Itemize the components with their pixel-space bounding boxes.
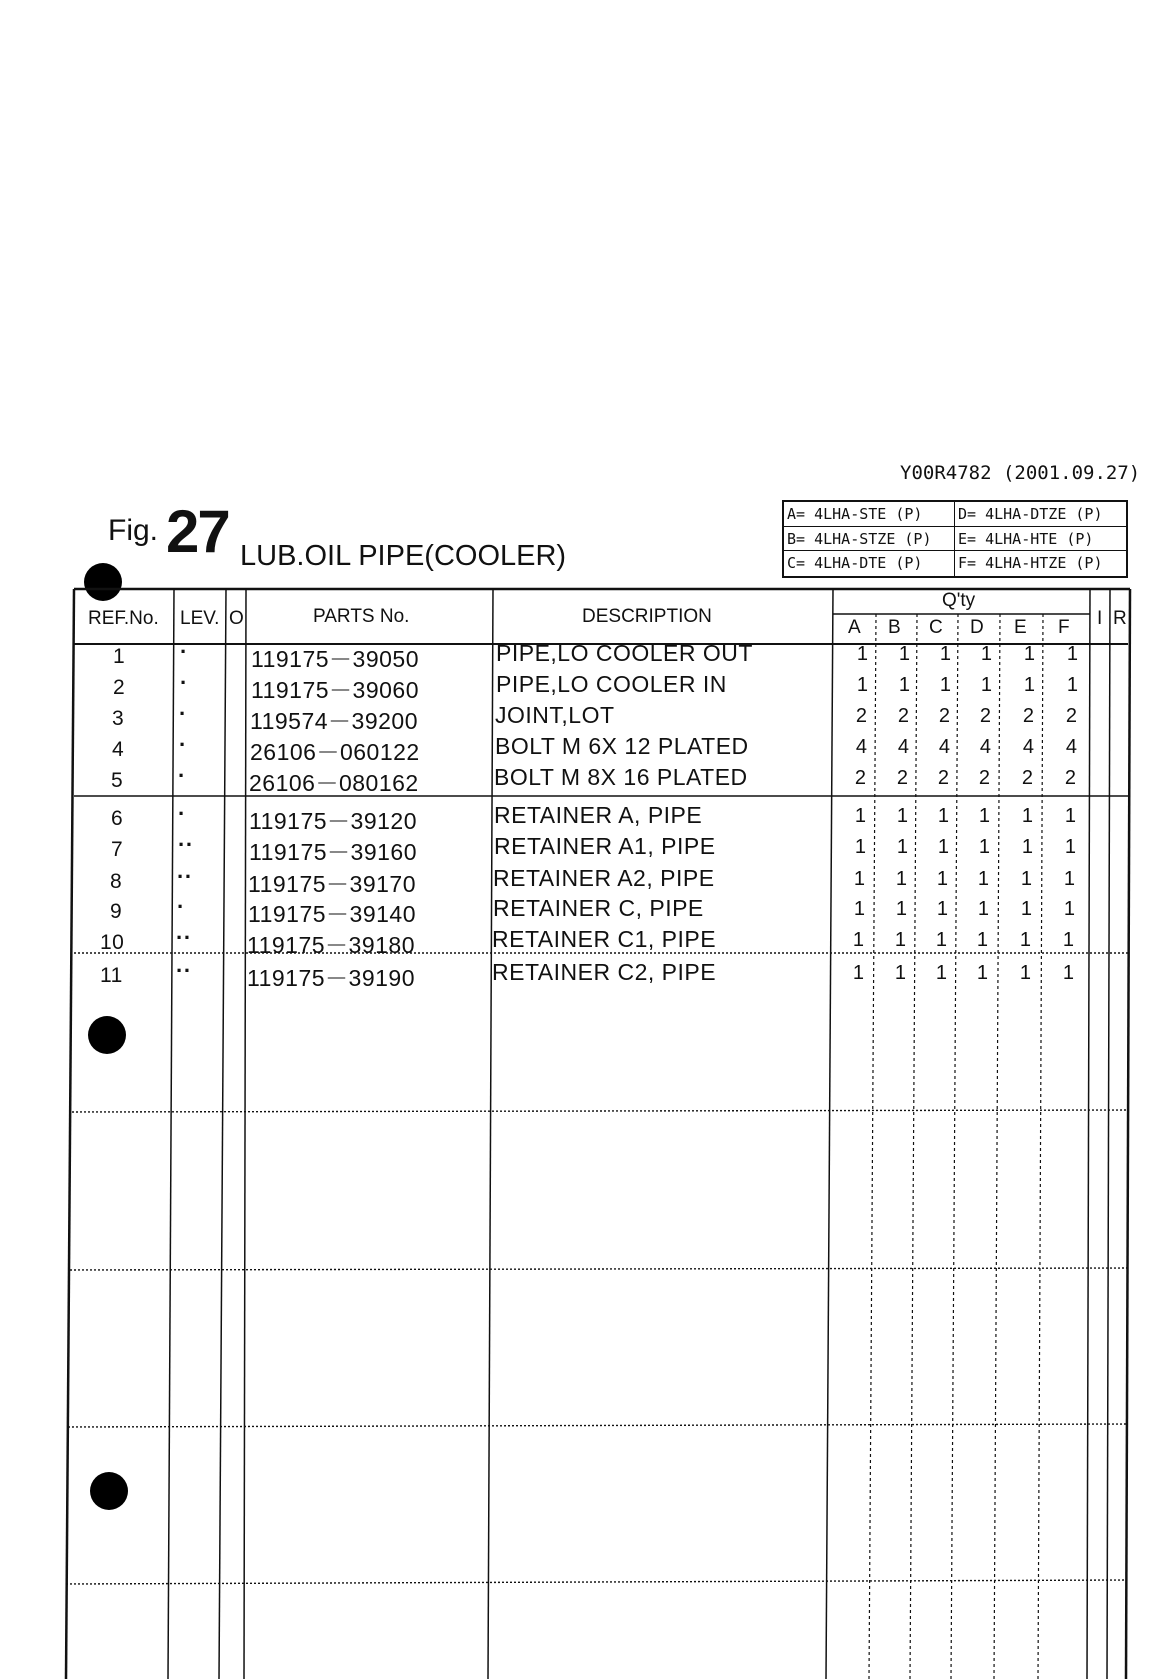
qty-c: 1 xyxy=(936,868,948,890)
qty-e: 1 xyxy=(1023,643,1035,665)
qty-b: 1 xyxy=(898,674,910,696)
qty-a: 4 xyxy=(855,736,867,758)
qty-d: 4 xyxy=(979,736,991,758)
qty-c: 1 xyxy=(937,836,949,858)
part-description: BOLT M 8X 16 PLATED xyxy=(494,764,748,790)
part-description: RETAINER A1, PIPE xyxy=(494,833,716,859)
ref-no: 9 xyxy=(110,900,123,923)
ref-no: 7 xyxy=(111,838,124,861)
qty-d: 1 xyxy=(980,643,992,665)
header-r: R xyxy=(1113,608,1127,629)
qty-c: 1 xyxy=(935,929,947,951)
qty-e: 2 xyxy=(1021,767,1033,789)
level-dots: ·· xyxy=(176,958,192,983)
qty-e: 1 xyxy=(1019,962,1031,984)
qty-d: 1 xyxy=(978,836,990,858)
qty-c: 2 xyxy=(937,767,949,789)
part-number: 119175－39170 xyxy=(248,871,416,897)
qty-a: 2 xyxy=(855,705,867,727)
level-dots: · xyxy=(179,732,187,757)
figure-title: LUB.OIL PIPE(COOLER) xyxy=(240,540,567,572)
part-description: PIPE,LO COOLER IN xyxy=(496,671,727,697)
part-number: 26106－060122 xyxy=(250,739,420,765)
part-description: JOINT,LOT xyxy=(495,702,615,728)
header-qty-d: D xyxy=(970,617,984,638)
qty-e: 1 xyxy=(1021,805,1033,827)
part-number: 119175－39120 xyxy=(249,808,417,834)
qty-b: 1 xyxy=(895,898,907,920)
qty-f: 1 xyxy=(1063,868,1075,890)
part-description: PIPE,LO COOLER OUT xyxy=(496,640,753,666)
part-description: RETAINER A2, PIPE xyxy=(493,865,715,891)
header-description: DESCRIPTION xyxy=(582,606,712,627)
qty-a: 1 xyxy=(856,643,868,665)
figure-number: 27 xyxy=(166,498,229,565)
header-i: I xyxy=(1097,608,1103,629)
qty-f: 2 xyxy=(1064,767,1076,789)
ref-no: 10 xyxy=(100,931,125,954)
ref-no: 6 xyxy=(111,807,124,830)
part-number: 119574－39200 xyxy=(250,708,418,734)
qty-c: 1 xyxy=(939,674,951,696)
ref-no: 8 xyxy=(110,870,123,893)
part-description: RETAINER C1, PIPE xyxy=(492,926,717,952)
qty-b: 1 xyxy=(894,962,906,984)
qty-a: 1 xyxy=(852,962,864,984)
figure-label: Fig. xyxy=(108,514,159,547)
level-dots: · xyxy=(177,894,185,919)
qty-e: 1 xyxy=(1023,674,1035,696)
header-qty-c: C xyxy=(929,617,943,638)
qty-e: 1 xyxy=(1020,868,1032,890)
qty-f: 4 xyxy=(1065,736,1077,758)
part-number: 26106－080162 xyxy=(249,770,419,796)
punch-hole-bottom xyxy=(90,1472,128,1510)
legend-model-a: A= 4LHA-STE (P) xyxy=(784,502,955,527)
qty-c: 1 xyxy=(936,898,948,920)
qty-b: 2 xyxy=(896,767,908,789)
level-dots: · xyxy=(178,763,186,788)
qty-d: 2 xyxy=(978,767,990,789)
qty-b: 1 xyxy=(896,836,908,858)
legend-model-e: E= 4LHA-HTE (P) xyxy=(955,527,1126,552)
qty-f: 1 xyxy=(1064,805,1076,827)
qty-b: 1 xyxy=(895,868,907,890)
qty-a: 1 xyxy=(854,805,866,827)
part-number: 119175－39060 xyxy=(251,677,419,703)
qty-c: 4 xyxy=(938,736,950,758)
qty-a: 1 xyxy=(854,836,866,858)
qty-b: 4 xyxy=(897,736,909,758)
part-number: 119175－39180 xyxy=(247,932,415,958)
qty-f: 1 xyxy=(1062,962,1074,984)
part-description: RETAINER C, PIPE xyxy=(493,895,704,921)
ref-no: 4 xyxy=(112,738,125,761)
part-description: BOLT M 6X 12 PLATED xyxy=(495,733,749,759)
qty-d: 1 xyxy=(977,898,989,920)
ref-no: 3 xyxy=(112,707,125,730)
model-legend xyxy=(782,500,1128,578)
header-o: O xyxy=(229,608,244,629)
legend-model-b: B= 4LHA-STZE (P) xyxy=(784,527,955,552)
qty-e: 1 xyxy=(1021,836,1033,858)
qty-d: 1 xyxy=(978,805,990,827)
level-dots: ·· xyxy=(176,925,192,950)
qty-a: 1 xyxy=(852,929,864,951)
level-dots: · xyxy=(180,639,188,664)
qty-f: 2 xyxy=(1065,705,1077,727)
qty-a: 1 xyxy=(853,868,865,890)
qty-f: 1 xyxy=(1066,643,1078,665)
qty-a: 1 xyxy=(853,898,865,920)
level-dots: · xyxy=(178,801,186,826)
qty-d: 2 xyxy=(979,705,991,727)
ref-no: 2 xyxy=(113,676,126,699)
qty-a: 1 xyxy=(856,674,868,696)
header-ref-no: REF.No. xyxy=(88,608,159,629)
qty-b: 1 xyxy=(898,643,910,665)
qty-e: 2 xyxy=(1022,705,1034,727)
header-qty-b: B xyxy=(888,617,901,638)
header-qty-e: E xyxy=(1014,617,1027,638)
qty-c: 1 xyxy=(937,805,949,827)
ref-no: 5 xyxy=(111,769,124,792)
header-qty-a: A xyxy=(848,617,861,638)
legend-model-d: D= 4LHA-DTZE (P) xyxy=(955,502,1126,527)
qty-a: 2 xyxy=(854,767,866,789)
qty-f: 1 xyxy=(1066,674,1078,696)
level-dots: ·· xyxy=(178,832,194,857)
punch-hole-middle xyxy=(88,1016,126,1054)
legend-model-f: F= 4LHA-HTZE (P) xyxy=(958,554,1103,573)
qty-d: 1 xyxy=(976,962,988,984)
header-qty-f: F xyxy=(1058,617,1070,638)
level-dots: ·· xyxy=(177,864,193,889)
qty-c: 1 xyxy=(939,643,951,665)
part-description: RETAINER A, PIPE xyxy=(494,802,703,828)
ref-no: 11 xyxy=(100,964,123,987)
qty-d: 1 xyxy=(976,929,988,951)
header-qty: Q'ty xyxy=(942,590,976,611)
qty-c: 2 xyxy=(938,705,950,727)
qty-b: 1 xyxy=(894,929,906,951)
part-number: 119175－39050 xyxy=(251,646,419,672)
header-parts-no: PARTS No. xyxy=(313,606,410,627)
qty-f: 1 xyxy=(1063,898,1075,920)
qty-c: 1 xyxy=(935,962,947,984)
part-number: 119175－39190 xyxy=(247,965,415,991)
qty-f: 1 xyxy=(1062,929,1074,951)
document-id: Y00R4782 (2001.09.27) xyxy=(900,462,1141,484)
header-lev: LEV. xyxy=(180,608,220,629)
legend-model-c: C= 4LHA-DTE (P) xyxy=(784,551,955,576)
qty-e: 1 xyxy=(1019,929,1031,951)
punch-hole-top xyxy=(84,563,122,601)
qty-b: 1 xyxy=(896,805,908,827)
qty-d: 1 xyxy=(977,868,989,890)
qty-b: 2 xyxy=(897,705,909,727)
qty-f: 1 xyxy=(1064,836,1076,858)
level-dots: · xyxy=(179,701,187,726)
qty-e: 1 xyxy=(1020,898,1032,920)
part-description: RETAINER C2, PIPE xyxy=(492,959,717,985)
qty-d: 1 xyxy=(980,674,992,696)
ref-no: 1 xyxy=(113,645,126,668)
part-number: 119175－39160 xyxy=(249,839,417,865)
part-number: 119175－39140 xyxy=(248,901,416,927)
level-dots: · xyxy=(180,670,188,695)
qty-e: 4 xyxy=(1022,736,1034,758)
